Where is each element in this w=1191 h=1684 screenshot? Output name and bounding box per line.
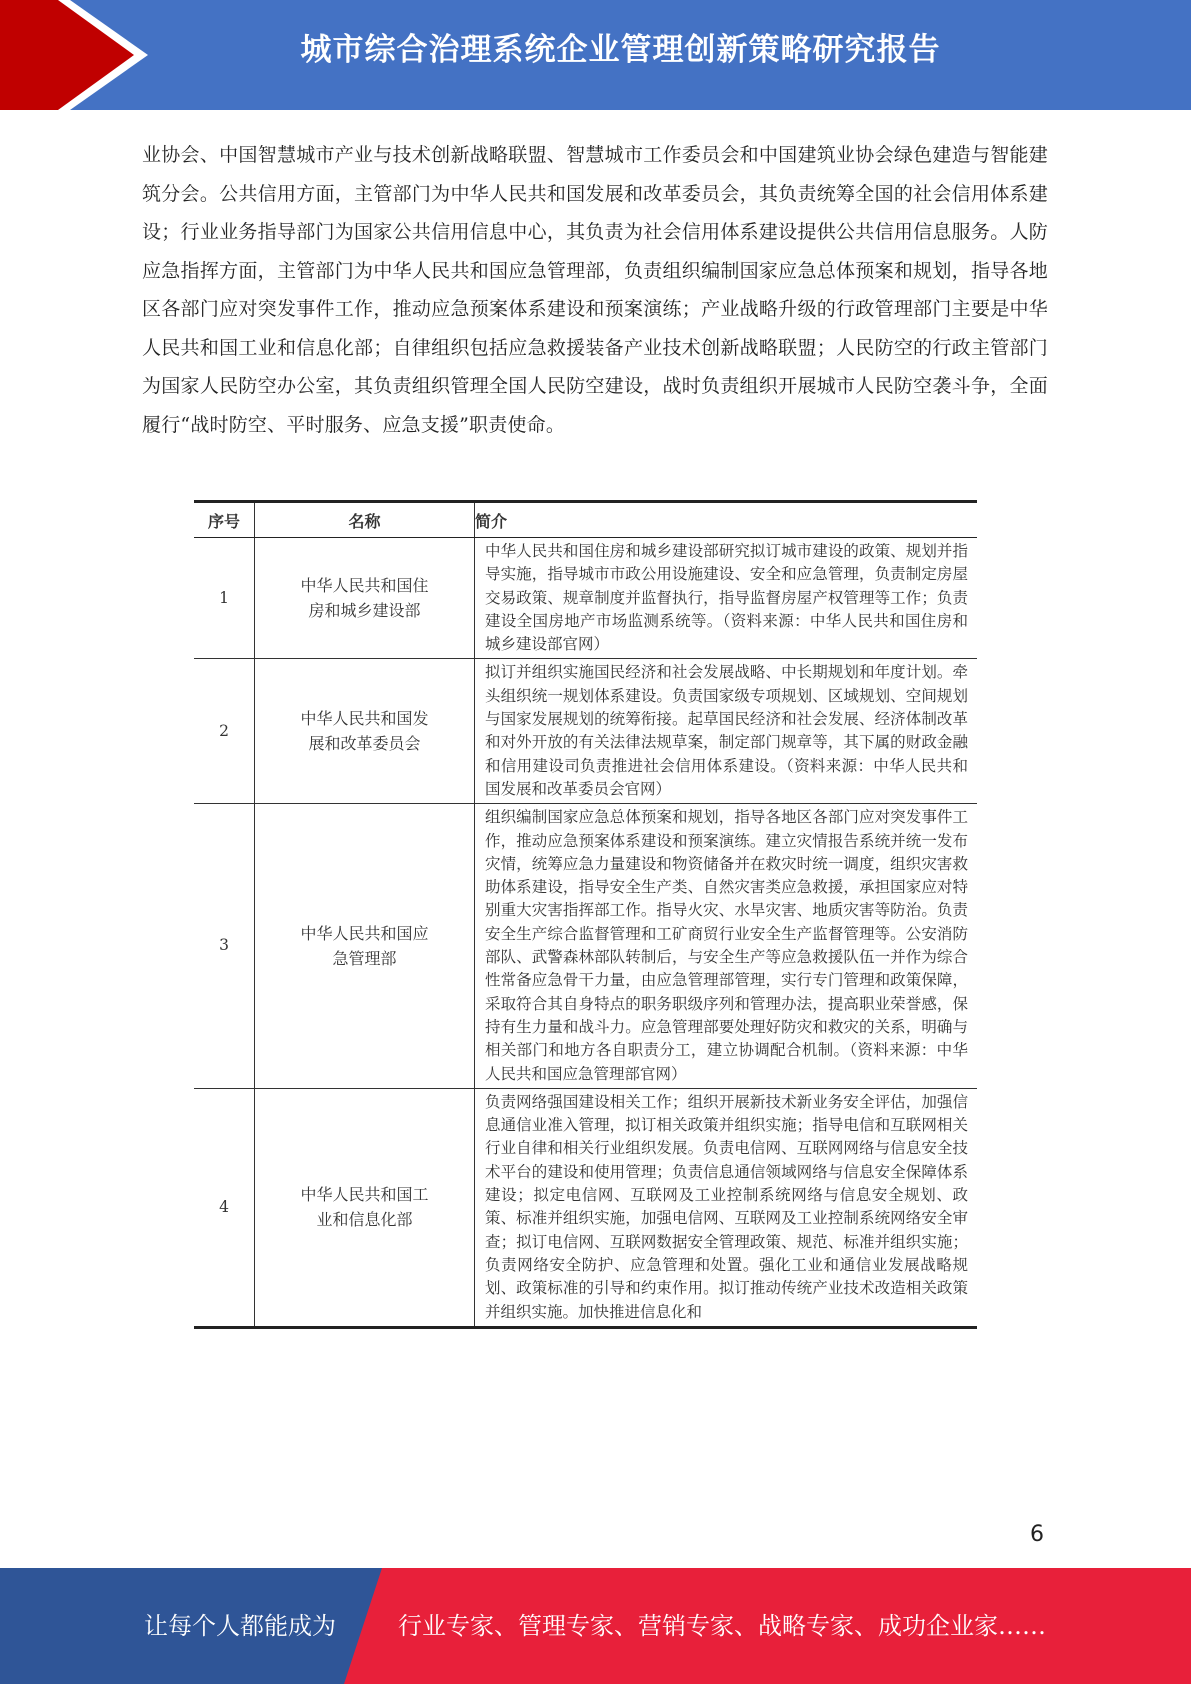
row-number: 4 bbox=[194, 1088, 255, 1327]
footer-slogan-left: 让每个人都能成为 bbox=[144, 1612, 336, 1640]
row-name: 中华人民共和国发展和改革委员会 bbox=[300, 709, 429, 754]
row-intro: 中华人民共和国住房和城乡建设部研究拟订城市建设的政策、规划并指导实施，指导城市市政公用设施建设、安全和应急管理，负责制定房屋交易政策、规章制度并监督执行，指导监督房屋产权管理等工作；负责建设全国房地产市场监测系统等。（资料来源：中华人民共和国住房和城乡建设部官网） bbox=[475, 538, 978, 659]
page-number: 6 bbox=[1030, 1522, 1044, 1547]
page-footer bbox=[0, 1568, 1191, 1684]
row-name: 中华人民共和国工业和信息化部 bbox=[300, 1185, 429, 1230]
footer-slogan-right: 行业专家、管理专家、营销专家、战略专家、成功企业家…… bbox=[398, 1612, 1046, 1640]
header-cell-name: 名称 bbox=[255, 502, 475, 538]
table-row bbox=[194, 659, 977, 804]
row-number: 2 bbox=[194, 659, 255, 804]
row-name: 中华人民共和国应急管理部 bbox=[300, 923, 429, 968]
header-cell-intro: 简介 bbox=[475, 502, 978, 538]
header-title: 城市综合治理系统企业管理创新策略研究报告 bbox=[300, 32, 941, 68]
page-header bbox=[0, 0, 1191, 110]
organization-table bbox=[194, 500, 977, 1329]
row-intro: 组织编制国家应急总体预案和规划，指导各地区各部门应对突发事件工作，推动应急预案体系建设和预案演练。建立灾情报告系统并统一发布灾情，统筹应急力量建设和物资储备并在救灾时统一调度，组织灾害救助体系建设，指导安全生产类、自然灾害类应急救援，承担国家应对特别重大灾害指挥部工作。指导火灾、水旱灾害、地质灾害等防治。负责安全生产综合监督管理和工矿商贸行业安全生产监督管理等。公安消防部队、武警森林部队转制后，与安全生产等应急救援队伍一并作为综合性常备应急骨干力量，由应急管理部管理，实行专门管理和政策保障，采取符合其自身特点的职务职级序列和管理办法，提高职业荣誉感，保持有生力量和战斗力。应急管理部要处理好防灾和救灾的关系，明确与相关部门和地方各自职责分工，建立协调配合机制。（资料来源：中华人民共和国应急管理部官网） bbox=[475, 804, 978, 1089]
row-name: 中华人民共和国住房和城乡建设部 bbox=[300, 576, 429, 621]
row-intro: 拟订并组织实施国民经济和社会发展战略、中长期规划和年度计划。牵头组织统一规划体系建设。负责国家级专项规划、区域规划、空间规划与国家发展规划的统筹衔接。起草国民经济和社会发展、经济体制改革和对外开放的有关法律法规草案，制定部门规章等，其下属的财政金融和信用建设司负责推进社会信用体系建设。（资料来源：中华人民共和国发展和改革委员会官网） bbox=[475, 659, 978, 804]
table-row bbox=[194, 538, 977, 659]
table-header-row bbox=[194, 502, 977, 538]
table-row bbox=[194, 804, 977, 1089]
row-number: 1 bbox=[194, 538, 255, 659]
row-number: 3 bbox=[194, 804, 255, 1089]
body-paragraph: 业协会、中国智慧城市产业与技术创新战略联盟、智慧城市工作委员会和中国建筑业协会绿色建造与智能建筑分会。公共信用方面，主管部门为中华人民共和国发展和改革委员会，其负责统筹全国的社会信用体系建设；行业业务指导部门为国家公共信用信息中心，其负责为社会信用体系建设提供公共信用信息服务。人防应急指挥方面，主管部门为中华人民共和国应急管理部，负责组织编制国家应急总体预案和规划，指导各地区各部门应对突发事件工作，推动应急预案体系建设和预案演练；产业战略升级的行政管理部门主要是中华人民共和国工业和信息化部；自律组织包括应急救援装备产业技术创新战略联盟；人民防空的行政主管部门为国家人民防空办公室，其负责组织管理全国人民防空建设，战时负责组织开展城市人民防空袭斗争，全面履行“战时防空、平时服务、应急支援”职责使命。 bbox=[142, 144, 1048, 436]
header-cell-no: 序号 bbox=[194, 502, 255, 538]
row-intro: 负责网络强国建设相关工作；组织开展新技术新业务安全评估，加强信息通信业准入管理，拟订相关政策并组织实施；指导电信和互联网相关行业自律和相关行业组织发展。负责电信网、互联网网络与信息安全技术平台的建设和使用管理；负责信息通信领域网络与信息安全保障体系建设；拟定电信网、互联网及工业控制系统网络与信息安全规划、政策、标准并组织实施，加强电信网、互联网及工业控制系统网络安全审查；拟订电信网、互联网数据安全管理政策、规范、标准并组织实施；负责网络安全防护、应急管理和处置。强化工业和通信业发展战略规划、政策标准的引导和约束作用。拟订推动传统产业技术改造相关政策并组织实施。加快推进信息化和 bbox=[475, 1088, 978, 1327]
table-row bbox=[194, 1088, 977, 1327]
